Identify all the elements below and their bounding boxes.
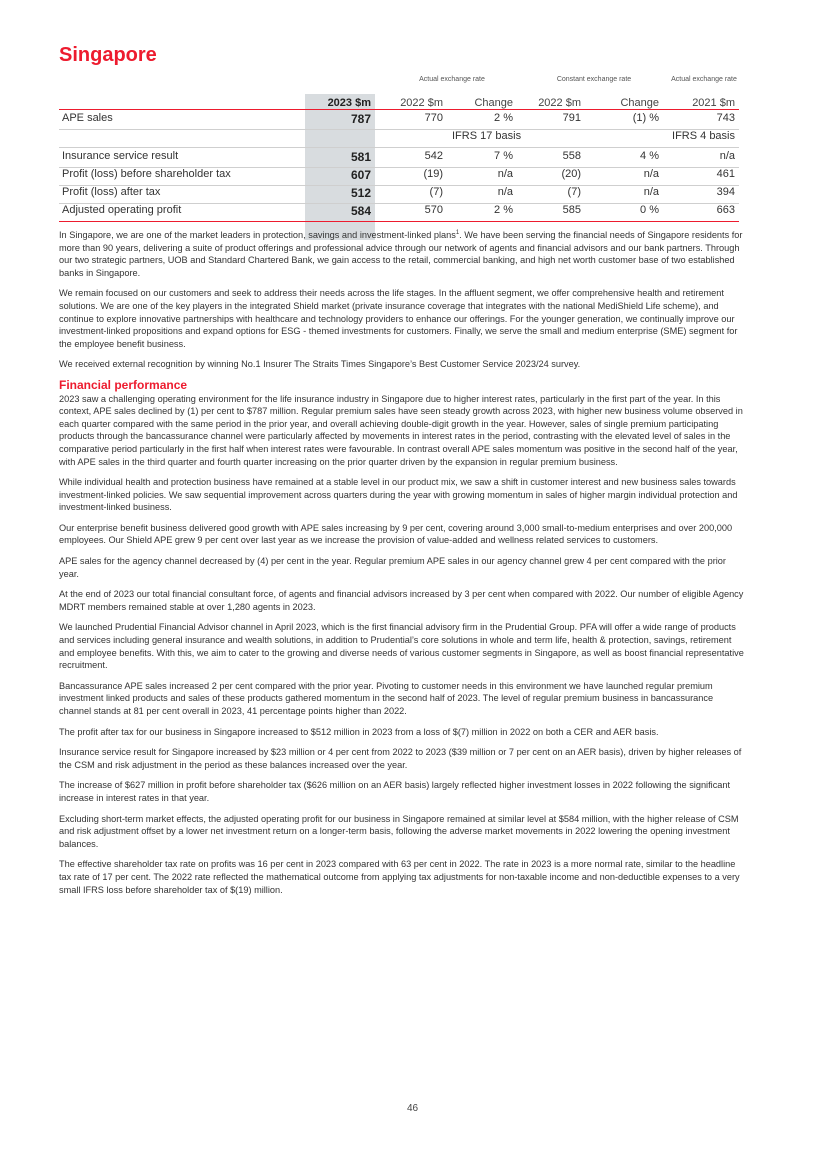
cell-2022-cer: 791 <box>562 112 581 124</box>
basis-row <box>59 130 739 148</box>
group-constant-exchange-rate: Constant exchange rate <box>556 76 632 83</box>
paragraph: Bancassurance APE sales increased 2 per cent compared with the prior year. Pivoting to customer needs in this environment we have launched regular premium investment linked products and sales of these products gathered momentum in the second half of 2023. The level of regular premium business in bancassurance channel stands at 81 per cent overall in 2023, 41 percentage points higher than 2022. <box>59 680 714 716</box>
cell-2021: 461 <box>716 168 735 180</box>
row-label: Adjusted operating profit <box>62 204 182 216</box>
page-number: 46 <box>406 1103 419 1114</box>
group-actual-exchange-rate: Actual exchange rate <box>419 76 485 83</box>
table-row <box>59 112 739 130</box>
col-change-aer: Change <box>474 97 513 109</box>
cell-change-cer: (1) % <box>632 112 659 124</box>
cell-2023: 581 <box>350 150 371 164</box>
header-divider <box>59 109 739 110</box>
ifrs4-basis-label: IFRS 4 basis <box>672 130 735 142</box>
paragraph: Our enterprise benefit business delivered good growth with APE sales increasing by 9 per cent, covering around 3,000 small-to-medium enterprises and over 200,000 employees. Our Shield APE grew 9 per cent over last year as we increase the provision of value-added and wellness related services to customers. <box>59 522 733 546</box>
cell-2021: 743 <box>716 112 735 124</box>
cell-2022-aer: 570 <box>424 204 443 216</box>
col-2023: 2023 $m <box>327 97 371 109</box>
cell-change-cer: n/a <box>643 168 659 180</box>
table-row <box>59 168 739 186</box>
cell-change-cer: n/a <box>643 186 659 198</box>
col-2021: 2021 $m <box>692 97 735 109</box>
row-label: Profit (loss) after tax <box>62 186 161 198</box>
cell-2022-aer: (19) <box>423 168 443 180</box>
table-row <box>59 186 739 204</box>
cell-2022-aer: 770 <box>424 112 443 124</box>
financial-performance-heading: Financial performance <box>59 377 188 392</box>
cell-2023: 607 <box>350 168 371 182</box>
table-row <box>59 150 739 168</box>
page-title: Singapore <box>59 44 157 66</box>
cell-2023: 584 <box>350 204 371 218</box>
group-actual-exchange-rate-2021: Actual exchange rate <box>671 76 737 83</box>
table-bottom-rule <box>59 221 739 222</box>
intro-paragraph-1 <box>59 229 747 279</box>
paragraph: The profit after tax for our business in Singapore increased to $512 million in 2023 from a loss of $(7) million in 2022 on both a CER and AER basis. <box>59 726 659 737</box>
cell-2022-cer: 558 <box>562 150 581 162</box>
intro-paragraph-3: We received external recognition by winning No.1 Insurer The Straits Times Singapore’s Best Customer Service 2023/24 survey. <box>59 359 581 370</box>
cell-2023: 787 <box>350 112 371 126</box>
paragraph: APE sales for the agency channel decreased by (4) per cent in the year. Regular premium APE sales in our agency channel grew 4 per cent compared with the prior year. <box>59 556 726 579</box>
cell-2023: 512 <box>350 186 371 200</box>
paragraph: While individual health and protection business have remained at a stable level in our product mix, we saw a shift in customer interest and new business sales towards investment-linked policies. We saw sequential improvement across quarters during the year with growing momentum in sales of higher margin individual protection and investment-linked business. <box>59 477 738 513</box>
row-label: APE sales <box>62 112 113 124</box>
col-change-cer: Change <box>620 97 659 109</box>
cell-change-aer: n/a <box>497 168 513 180</box>
paragraph: The increase of $627 million in profit before shareholder tax ($626 million on an AER basis) largely reflected higher investment losses in 2022 following the significant increase in interest rates in that year. <box>59 780 731 803</box>
paragraph: The effective shareholder tax rate on profits was 16 per cent in 2023 compared with 63 per cent in 2022. The rate in 2023 is a more normal rate, similar to the headline tax rate of 17 per cent. The 2022 rate reflected the mathematical outcome from applying tax adjustments for non-taxable income and non-deductible expenses to a very small IFRS loss before shareholder tax of $(19) million. <box>59 859 740 895</box>
cell-change-cer: 0 % <box>640 204 659 216</box>
cell-2021: 394 <box>716 186 735 198</box>
intro-p1-text-cont: . We have been serving the financial needs of Singapore residents for more than 90 years, delivering a suite of product offerings and professional advice through our network of agents and financial advisors and our bank partners. Through our two strategic partners, UOB and Standard Chartered Bank, we gain access to the retail, commercial banking, and high net worth customer base of two established banks in Singapore. <box>59 230 743 278</box>
cell-2021: 663 <box>716 204 735 216</box>
intro-paragraph-2: We remain focused on our customers and seek to address their needs across the life stages. In the affluent segment, we offer comprehensive health and retirement solutions. We are one of the key players in the integrated Shield market (private insurance coverage that integrates with the national MediShield Life scheme), and continue to explore innovative partnerships with healthcare and technology providers to enhance our offerings. For the younger generation, we continually improve our investment-linked propositions and expand options for ESG - themed investments for customers. Finally, we serve the small and medium enterprise (SME) segment for the employee benefit business. <box>59 288 738 349</box>
row-label: Insurance service result <box>62 150 179 162</box>
cell-change-aer: 2 % <box>494 204 513 216</box>
cell-2022-aer: (7) <box>429 186 443 198</box>
row-label: Profit (loss) before shareholder tax <box>62 168 231 180</box>
paragraph: 2023 saw a challenging operating environment for the life insurance industry in Singapore due to higher interest rates, particularly in the first part of the year. In this context, APE sales declined by (1) per cent to $787 million. Regular premium sales have seen steady growth across 2023, with higher new business volume observed in each quarter compared with the same period in the prior year, and overall achieving double-digit growth in the year. However, sales of single premium participating products through the bancassurance channel were particularly affected by movements in interest rates in the period, contrasting with the elevated level of sales in the comparative period particularly in the first half when interest rates were favourable. In contrast overall APE sales momentum was positive in the second half of the year, with APE sales in the third quarter and fourth quarter increasing on the prior quarter driven by the expansion in regular premium business. <box>59 393 743 467</box>
ifrs17-basis-label: IFRS 17 basis <box>452 130 522 142</box>
cell-2021: n/a <box>719 150 735 162</box>
cell-change-aer: n/a <box>497 186 513 198</box>
footnote-marker: 1 <box>455 229 460 236</box>
table-row <box>59 204 739 222</box>
cell-2022-cer: (7) <box>567 186 581 198</box>
paragraph: We launched Prudential Financial Advisor channel in April 2023, which is the first financial advisory firm in the Prudential Group. PFA will offer a wide range of products and services including general insurance and wealth solutions, in addition to Prudential’s core solutions in whole and term life, health & protection, savings, retirement and employee benefits. With this, we aim to cater to the growing and diverse needs of various customer segments in Singapore, as well as boost financial representative recruitment. <box>59 622 744 671</box>
cell-change-aer: 7 % <box>494 150 513 162</box>
col-2022-aer: 2022 $m <box>400 97 443 109</box>
paragraph: Insurance service result for Singapore increased by $23 million or 4 per cent from 2022 to 2023 ($39 million or 7 per cent on an AER basis), driven by higher releases of the CSM and risk adjustment in the period as these balances increased over the year. <box>59 747 742 770</box>
row-divider <box>59 147 739 148</box>
col-2022-cer: 2022 $m <box>538 97 581 109</box>
cell-2022-cer: (20) <box>561 168 581 180</box>
intro-p1-text: In Singapore, we are one of the market leaders in protection, savings and investment-linked plans <box>59 230 456 240</box>
cell-change-cer: 4 % <box>640 150 659 162</box>
cell-2022-cer: 585 <box>562 204 581 216</box>
paragraph: At the end of 2023 our total financial consultant force, of agents and financial advisors increased by 3 per cent when compared with 2022. Our number of eligible Agency MDRT members remained stable at over 1,280 agents in 2023. <box>59 589 744 612</box>
paragraph: Excluding short-term market effects, the adjusted operating profit for our business in Singapore remained at similar level at $584 million, with the higher release of CSM and risk adjustment offset by a lower net investment return on a longer-term basis, following the adverse market movements in 2022 lowering the opening investment balances. <box>59 813 739 849</box>
cell-2022-aer: 542 <box>424 150 443 162</box>
body-text <box>59 229 747 904</box>
cell-change-aer: 2 % <box>494 112 513 124</box>
